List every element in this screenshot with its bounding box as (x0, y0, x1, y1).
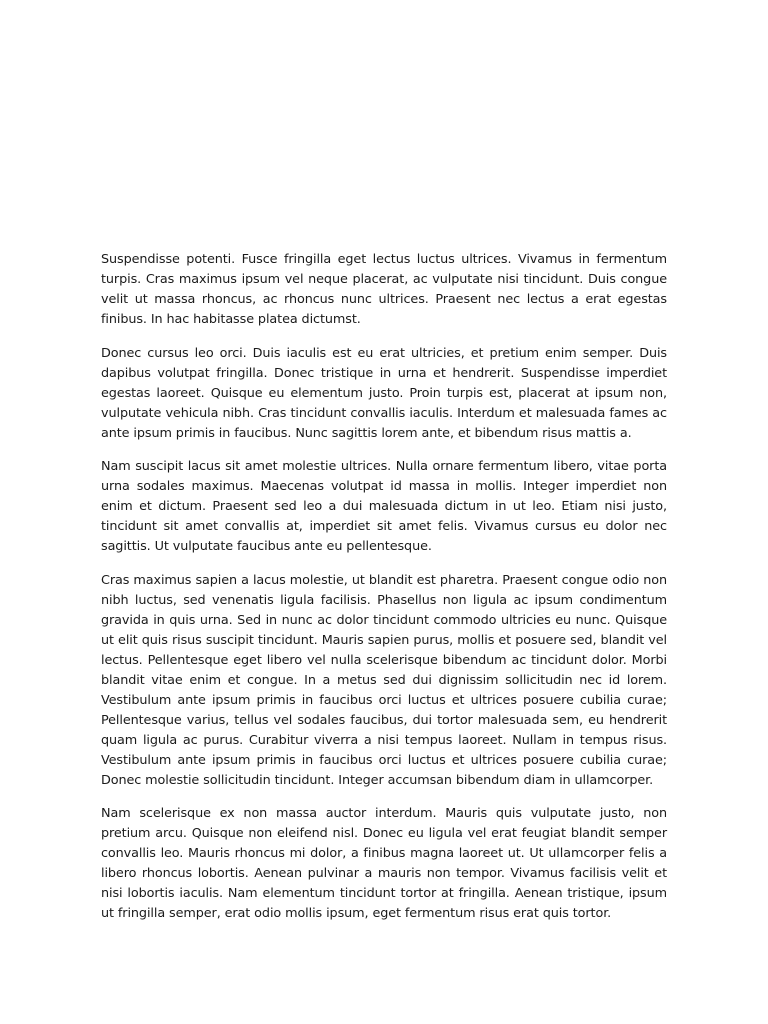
paragraph-4: Cras maximus sapien a lacus molestie, ut blandit est pharetra. Praesent congue odio non nibh luctus, sed venenatis ligula facilisis. Phasellus non ligula ac ipsum condimentum gravida in quis urna. Sed in nunc ac dolor tincidunt commodo ultricies eu nunc. Quisque ut elit quis risus suscipit tincidunt. Mauris sapien purus, mollis et posuere sed, blandit vel lectus. Pellentesque eget libero vel nulla scelerisque bibendum ac tincidunt dolor. Morbi blandit vitae enim et congue. In a metus sed dui dignissim sollicitudin nec id lorem. Vestibulum ante ipsum primis in faucibus orci luctus et ultrices posuere cubilia curae; Pellentesque varius, tellus vel sodales faucibus, dui tortor malesuada sem, eu hendrerit quam ligula ac purus. Curabitur viverra a nisi tempus laoreet. Nullam in tempus risus. Vestibulum ante ipsum primis in faucibus orci luctus et ultrices posuere cubilia curae; Donec molestie sollicitudin tincidunt. Integer accumsan bibendum diam in ullamcorper. (101, 572, 667, 788)
paragraph-3: Nam suscipit lacus sit amet molestie ultrices. Nulla ornare fermentum libero, vitae porta urna sodales maximus. Maecenas volutpat id massa in mollis. Integer imperdiet non enim et dictum. Praesent sed leo a dui malesuada dictum in ut leo. Etiam nisi justo, tincidunt sit amet convallis at, imperdiet sit amet felis. Vivamus cursus eu dolor nec sagittis. Ut vulputate faucibus ante eu pellentesque. (101, 459, 667, 554)
document-body (101, 250, 667, 938)
paragraph-1: Suspendisse potenti. Fusce fringilla eget lectus luctus ultrices. Vivamus in fermentum turpis. Cras maximus ipsum vel neque placerat, ac vulputate nisi tincidunt. Duis congue velit ut massa rhoncus, ac rhoncus nunc ultrices. Praesent nec lectus a erat egestas finibus. In hac habitasse platea dictumst. (101, 252, 667, 327)
paragraph-5: Nam scelerisque ex non massa auctor interdum. Mauris quis vulputate justo, non pretium arcu. Quisque non eleifend nisl. Donec eu ligula vel erat feugiat blandit semper convallis leo. Mauris rhoncus mi dolor, a finibus magna laoreet ut. Ut ullamcorper felis a libero rhoncus lobortis. Aenean pulvinar a mauris non tempor. Vivamus facilisis velit et nisi lobortis iaculis. Nam elementum tincidunt tortor at fringilla. Aenean tristique, ipsum ut fringilla semper, erat odio mollis ipsum, eget fermentum risus erat quis tortor. (101, 806, 667, 921)
paragraph-2: Donec cursus leo orci. Duis iaculis est eu erat ultricies, et pretium enim semper. Duis dapibus volutpat fringilla. Donec tristique in urna et hendrerit. Suspendisse imperdiet egestas laoreet. Quisque eu elementum justo. Proin turpis est, placerat at ipsum non, vulputate vehicula nibh. Cras tincidunt convallis iaculis. Interdum et malesuada fames ac ante ipsum primis in faucibus. Nunc sagittis lorem ante, et bibendum risus mattis a. (101, 345, 667, 441)
